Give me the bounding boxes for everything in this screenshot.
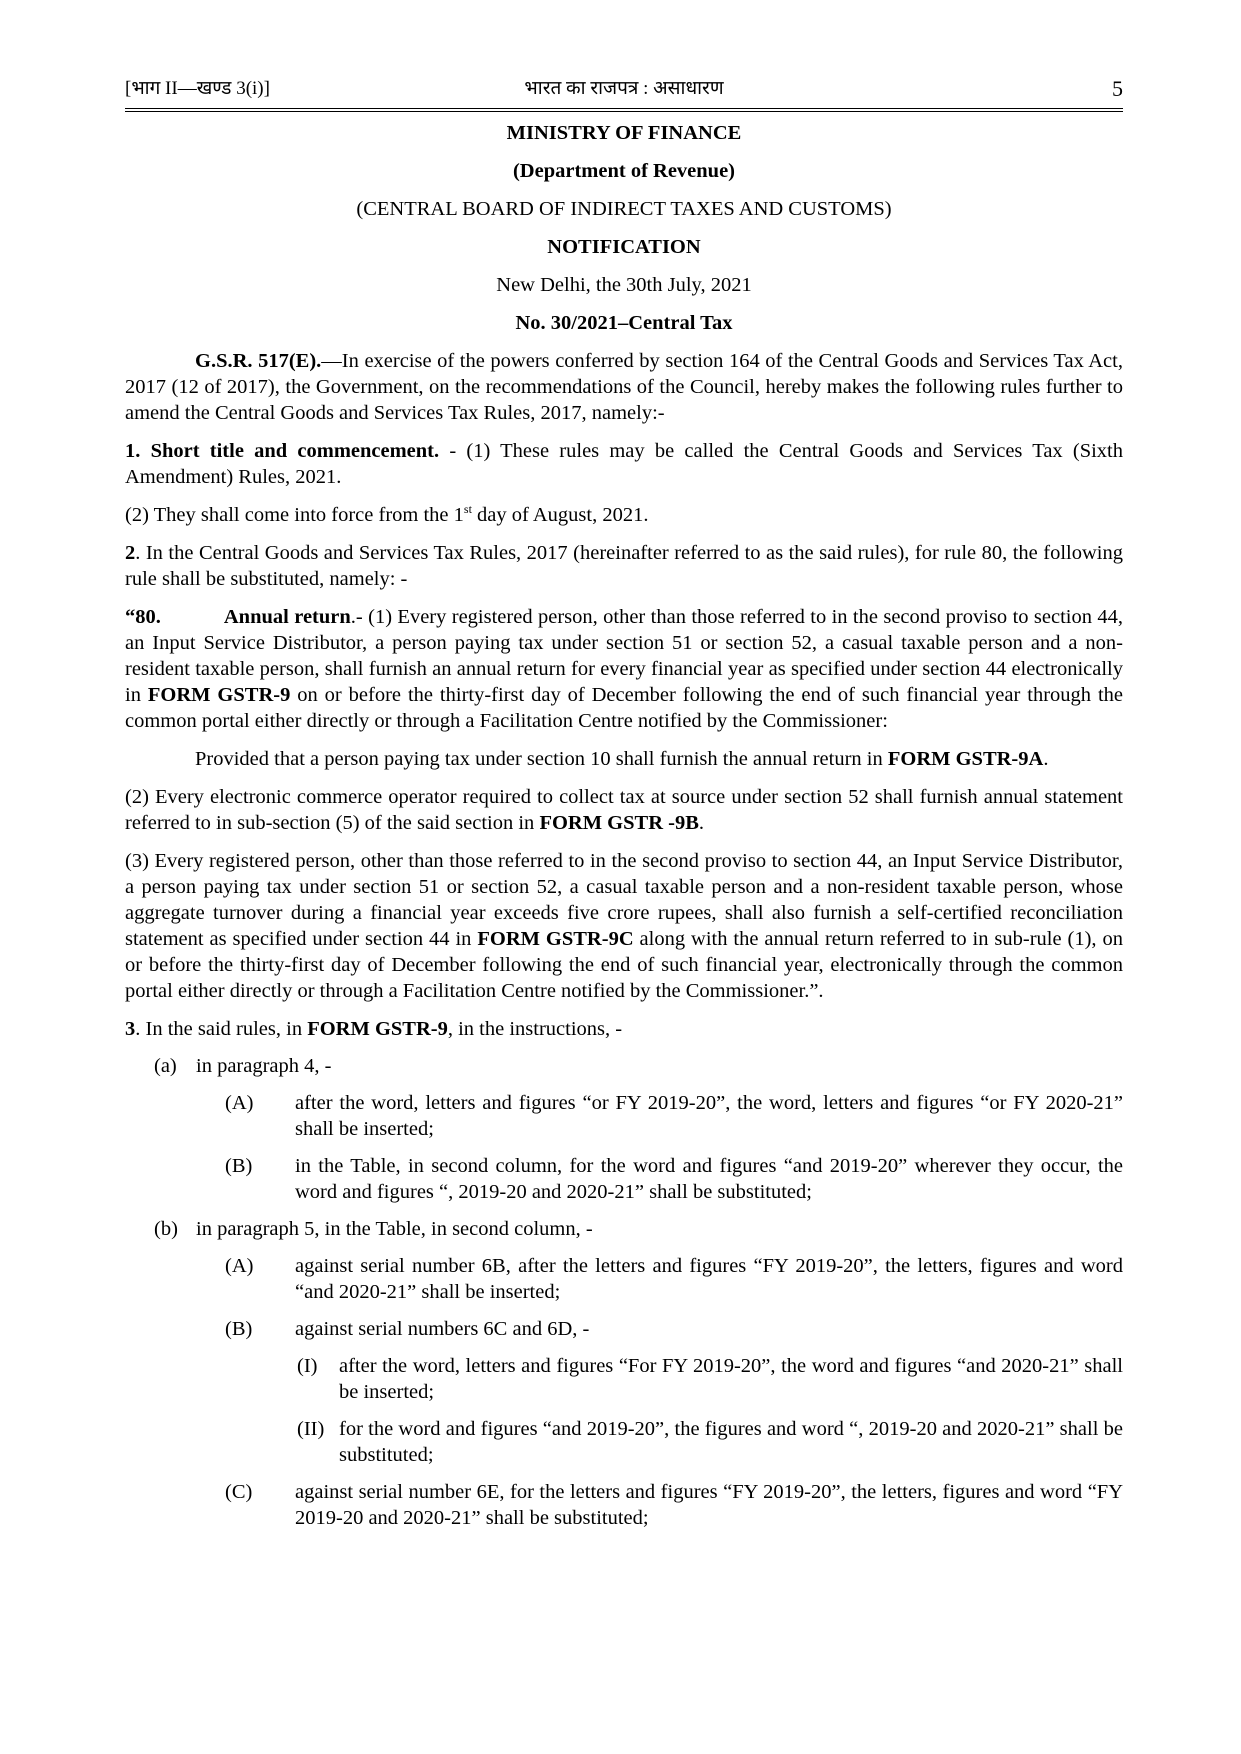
notification-heading: NOTIFICATION: [547, 236, 701, 258]
clause-b-B: [125, 1316, 1123, 1342]
form-gstr-9b-ref: FORM GSTR -9B: [539, 812, 699, 834]
department-title: (Department of Revenue): [512, 160, 736, 182]
clause-a-A: [125, 1090, 1123, 1142]
clause-b-B-II-text: for the word and figures “and 2019-20”, the figures and word “, 2019-20 and 2020-21” shall be substituted;: [339, 1418, 1123, 1466]
page-number: 5: [1112, 76, 1123, 101]
rule-1-paragraph: [125, 438, 1123, 490]
clause-a-B-label: (B): [225, 1155, 253, 1177]
clause-a: [125, 1053, 1123, 1079]
rule-1-sub-2-text: (2) They shall come into force from the 1: [125, 504, 464, 526]
form-gstr-9a-ref: FORM GSTR-9A: [887, 748, 1044, 770]
header-rule-thick: [125, 108, 1123, 109]
rule-3-number: 3: [125, 1018, 136, 1040]
rule-80-sub-3-text: (3) Every registered person, other than those referred to in the second proviso to section 44, an Input Service Distributor, a person paying tax under section 51 or section 52, a casual taxable person and a non-resident taxable person, whose aggregate turnover during a financial year exceeds five crore rupees, shall also furnish a self-certified reconciliation statement as specified under section 44 in: [125, 850, 1123, 950]
rule-80-proviso: [125, 746, 1123, 772]
rule-3-paragraph: [125, 1016, 1123, 1042]
rule-80-text-a: .- (1) Every registered person, other than those referred to in the second proviso to section 44, an Input Service Distributor, a person paying tax under section 51 or section 52, a casual taxable person and a non-resident taxable person, shall furnish an annual return for every financial year as specified under section 44 electronically in: [125, 606, 1123, 706]
clause-a-B: [125, 1153, 1123, 1205]
rule-1-sub-2: [125, 502, 1123, 528]
header-rule-thin: [125, 111, 1123, 112]
rule-80-sub-2-end: .: [698, 812, 705, 834]
rule-2-paragraph: [125, 540, 1123, 592]
ministry-title: MINISTRY OF FINANCE: [506, 122, 742, 144]
header-gazette-title: भारत का राजपत्र : असाधारण: [524, 78, 724, 99]
rule-80-sub-3-end: along with the annual return referred to in sub-rule (1), on or before the thirty-first day of December following the end of such financial year, electronically through the common portal either directly or through a Facilitation Centre notified by the Commissioner.”.: [125, 928, 1123, 1002]
proviso-end: .: [1043, 748, 1049, 770]
header-part-section: [भाग II—खण्ड 3(i)]: [125, 78, 270, 99]
rule-80-sub-1: [125, 604, 1123, 734]
form-gstr-9c-ref: FORM GSTR-9C: [477, 928, 634, 950]
rule-3-text-end: , in the instructions, -: [447, 1018, 623, 1040]
rule-2-text: . In the Central Goods and Services Tax Rules, 2017 (hereinafter referred to as the said rules), for rule 80, the following rule shall be substituted, namely: -: [125, 542, 1123, 590]
form-gstr-9-instructions-ref: FORM GSTR-9: [307, 1018, 448, 1040]
clause-a-A-text: after the word, letters and figures “or FY 2019-20”, the word, letters and figures “or FY 2020-21” shall be inserted;: [295, 1092, 1123, 1140]
clause-b-A-label: (A): [225, 1255, 254, 1277]
board-title: (CENTRAL BOARD OF INDIRECT TAXES AND CUSTOMS): [356, 198, 892, 220]
clause-b-B-label: (B): [225, 1318, 253, 1340]
preamble-paragraph: [125, 348, 1123, 426]
rule-80-heading: Annual return: [223, 606, 351, 628]
proviso-text: Provided that a person paying tax under section 10 shall furnish the annual return in: [195, 748, 888, 770]
rule-2-number: 2: [125, 542, 136, 564]
notification-date: New Delhi, the 30th July, 2021: [496, 274, 752, 296]
rule-80-sub-3: [125, 848, 1123, 1004]
rule-80-sub-2-text: (2) Every electronic commerce operator required to collect tax at source under section 52 shall furnish annual statement referred to in sub-section (5) of the said section in: [125, 786, 1123, 834]
clause-b-C-label: (C): [225, 1481, 253, 1503]
clause-a-B-text: in the Table, in second column, for the word and figures “and 2019-20” wherever they occur, the word and figures “, 2019-20 and 2020-21” shall be substituted;: [295, 1155, 1123, 1203]
clause-a-label: (a): [154, 1055, 177, 1077]
clause-b-B-I-label: (I): [297, 1355, 318, 1377]
rule-1-sub-2-text-end: day of August, 2021.: [471, 504, 649, 526]
clause-b-B-I: [125, 1353, 1123, 1405]
clause-b-label: (b): [154, 1218, 178, 1240]
clause-b-C: [125, 1479, 1123, 1531]
notification-number: No. 30/2021–Central Tax: [515, 312, 733, 334]
preamble-text: —In exercise of the powers conferred by section 164 of the Central Goods and Services Tax Act, 2017 (12 of 2017), the Government, on the recommendations of the Council, hereby makes the following rules further to amend the Central Goods and Services Tax Rules, 2017, namely:-: [125, 350, 1123, 424]
clause-b-text: in paragraph 5, in the Table, in second column, -: [196, 1218, 593, 1240]
clause-b-B-text: against serial numbers 6C and 6D, -: [295, 1318, 590, 1340]
clause-b-B-II: [125, 1416, 1123, 1468]
clause-b-B-II-label: (II): [297, 1418, 325, 1440]
clause-b-B-I-text: after the word, letters and figures “For FY 2019-20”, the word and figures “and 2020-21” shall be inserted;: [339, 1355, 1123, 1403]
clause-b-A-text: against serial number 6B, after the letters and figures “FY 2019-20”, the letters, figures and word “and 2020-21” shall be inserted;: [295, 1255, 1123, 1303]
clause-b-C-text: against serial number 6E, for the letters and figures “FY 2019-20”, the letters, figures and word “FY 2019-20 and 2020-21” shall be substituted;: [295, 1481, 1123, 1529]
clause-a-text: in paragraph 4, -: [196, 1055, 332, 1077]
page-header: [125, 76, 1123, 102]
rule-80-sub-2: [125, 784, 1123, 836]
clause-b-A: [125, 1253, 1123, 1305]
rule-3-text: . In the said rules, in: [135, 1018, 308, 1040]
ordinal-superscript: st: [463, 502, 472, 517]
rule-1-text: - (1) These rules may be called the Central Goods and Services Tax (Sixth Amendment) Rules, 2021.: [125, 440, 1124, 488]
rule-1-heading: 1. Short title and commencement.: [125, 440, 440, 462]
clause-b: [125, 1216, 1123, 1242]
gsr-number: G.S.R. 517(E).: [195, 350, 322, 372]
form-gstr-9-ref: FORM GSTR-9: [147, 684, 291, 706]
rule-80-number: “80.: [125, 606, 161, 628]
rule-80-text-b: on or before the thirty-first day of December following the end of such financial year through the common portal either directly or through a Facilitation Centre notified by the Commissioner:: [125, 684, 1123, 732]
clause-a-A-label: (A): [225, 1092, 254, 1114]
